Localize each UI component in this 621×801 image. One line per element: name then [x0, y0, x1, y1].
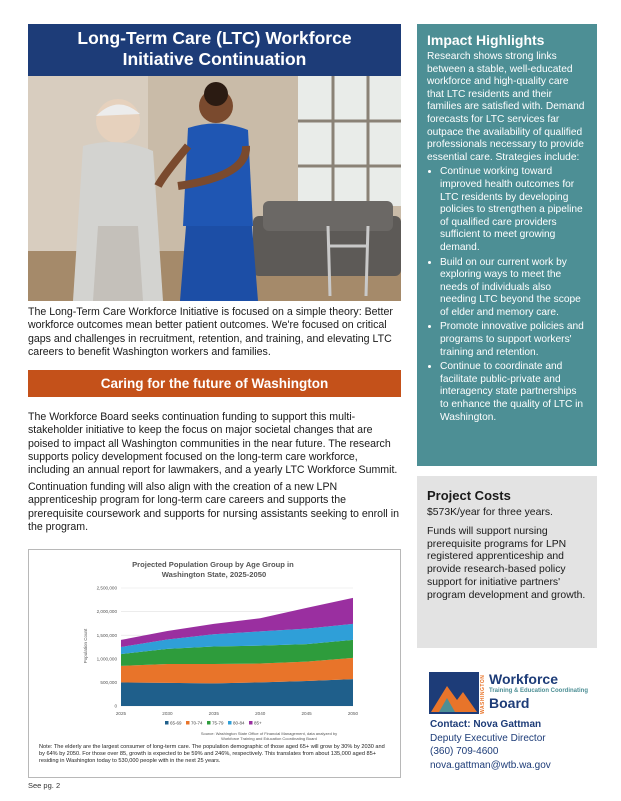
- chart-x-tick-label: 2035: [208, 711, 219, 716]
- chart-x-tick-label: 2025: [115, 711, 127, 716]
- contact-name: Contact: Nova Gattman: [430, 719, 542, 730]
- logo-state-label: WASHINGTON: [480, 674, 486, 714]
- chart-x-tick-label: 2050: [347, 711, 359, 716]
- chart-title-line2: Washington State, 2025-2050: [161, 570, 267, 579]
- chart-y-tick-label: 1,000,000: [96, 656, 117, 662]
- chart-source-line1: Source: Washington State Office of Financial Management, data analyzed by: [200, 731, 338, 736]
- chart-x-tick-label: 2045: [301, 711, 312, 716]
- legend-swatch: [186, 721, 190, 725]
- legend-label: 80-84: [233, 720, 245, 726]
- strategy-item: • Promote innovative policies and programs to support workers' training and retention.: [440, 321, 587, 359]
- caregiver-photo-illustration: [28, 76, 401, 301]
- impact-highlights-panel: [417, 24, 597, 466]
- chart-x-tick-label: 2030: [162, 711, 173, 716]
- chart-source-line2: Workforce Training and Education Coordinating Board: [221, 736, 317, 741]
- chart-x-tick-label: 2040: [255, 711, 266, 716]
- strategy-item: • Continue working toward improved health outcomes for LTC residents by developing policies to strengthen a pipeline of qualified care providers sufficient to meet growing demand.: [440, 166, 587, 254]
- costs-heading: Project Costs: [427, 488, 511, 503]
- funding-paragraph: The Workforce Board seeks continuation funding to support this multi-stakeholder initiative to keep the focus on major societal changes that are poised to impact all Washington communities in the near future. The research supports policy development focused on the long-term care workforce, including an annual report for lawmakers, and a yearly LTC Workforce Summit.: [28, 411, 398, 477]
- population-chart: [28, 549, 401, 778]
- legend-label: 85+: [254, 720, 262, 726]
- strategy-item: • Build on our current work by exploring ways to meet the needs of individuals also needing LTC beyond the scope of elder and memory care.: [440, 257, 587, 320]
- logo-subtitle: Training & Education Coordinating: [489, 688, 588, 694]
- legend-label: 65-69: [170, 720, 182, 726]
- page-footer: See pg. 2: [28, 781, 61, 790]
- logo-word-board: Board: [489, 695, 530, 711]
- legend-swatch: [207, 721, 211, 725]
- page-title-line2: Initiative Continuation: [122, 49, 307, 69]
- page-title-line1: Long-Term Care (LTC) Workforce: [77, 28, 352, 48]
- contact-phone: (360) 709-4600: [430, 746, 499, 757]
- contact-email[interactable]: nova.gattman@wtb.wa.gov: [430, 759, 551, 771]
- chart-y-tick-label: 2,000,000: [96, 609, 117, 615]
- page-title: [28, 24, 401, 76]
- chart-note: Note: The elderly are the largest consumer of long-term care. The population demographic of those aged 65+ will grow by 30% by 2030 and by 64% by 2050. For those over 85, growth is expected to be 59% and 246%, respectively. This translates from about 135,000 aged 85+ residing in Washington today to 530,000 people with in the next 25 years.: [39, 744, 385, 765]
- impact-text: Research shows strong links between a stable, well-educated workforce and high-quality care that LTC residents and their families are satisfied with. Demand forecasts for LTC services far outpace the availability of qualified professionals necessary to provide essential care. Strategies include:: [427, 51, 585, 163]
- workforce-board-logo: [429, 672, 599, 714]
- mountain-logo-icon: [429, 672, 479, 714]
- population-chart-svg: [29, 550, 400, 777]
- strategy-item: • Continue to coordinate and facilitate public-private and interagency state partnerships to enhance the quality of LTC in Washington.: [440, 361, 587, 424]
- legend-label: 75-79: [212, 720, 224, 726]
- contact-block: [430, 718, 600, 772]
- legend-swatch: [165, 721, 169, 725]
- section-heading: Caring for the future of Washington: [28, 370, 401, 397]
- continuation-paragraph: Continuation funding will also align with the creation of a new LPN apprenticeship program for long-term care careers and supports the prerequisite coursework and supports for nursing assistants seeking to enroll in the program.: [28, 481, 399, 533]
- legend-swatch: [249, 721, 253, 725]
- chart-title-line1: Projected Population Group by Age Group in: [132, 560, 294, 569]
- chart-y-tick-label: 2,500,000: [96, 585, 117, 591]
- strategies-list: [427, 166, 587, 424]
- chart-y-tick-label: 500,000: [100, 680, 117, 685]
- legend-swatch: [228, 721, 232, 725]
- logo-word-workforce: Workforce: [489, 671, 558, 687]
- chart-area-65-69: [121, 679, 353, 706]
- impact-heading: Impact Highlights: [427, 32, 545, 48]
- chart-y-tick-label: 0: [114, 703, 117, 709]
- contact-role: Deputy Executive Director: [430, 732, 546, 744]
- legend-label: 70-74: [191, 720, 203, 726]
- project-costs-panel: [417, 476, 597, 648]
- caregiver-photo: [28, 76, 401, 301]
- costs-amount: $573K/year for three years.: [427, 507, 553, 518]
- costs-text: Funds will support nursing prerequisite programs for LPN registered apprenticeship and provide research-based policy support for initiative partners' program development and growth.: [427, 525, 586, 601]
- chart-title: [132, 560, 296, 579]
- chart-y-axis-label: Population Count: [83, 628, 88, 664]
- intro-paragraph: The Long-Term Care Workforce Initiative is focused on a simple theory: Better workforce outcomes mean better patient outcomes. We're focused on critical gaps and challenges in recruitment, retention, and training, and elevating LTC careers to benefit Washington workers and families.: [28, 306, 393, 358]
- chart-y-tick-label: 1,500,000: [96, 632, 117, 638]
